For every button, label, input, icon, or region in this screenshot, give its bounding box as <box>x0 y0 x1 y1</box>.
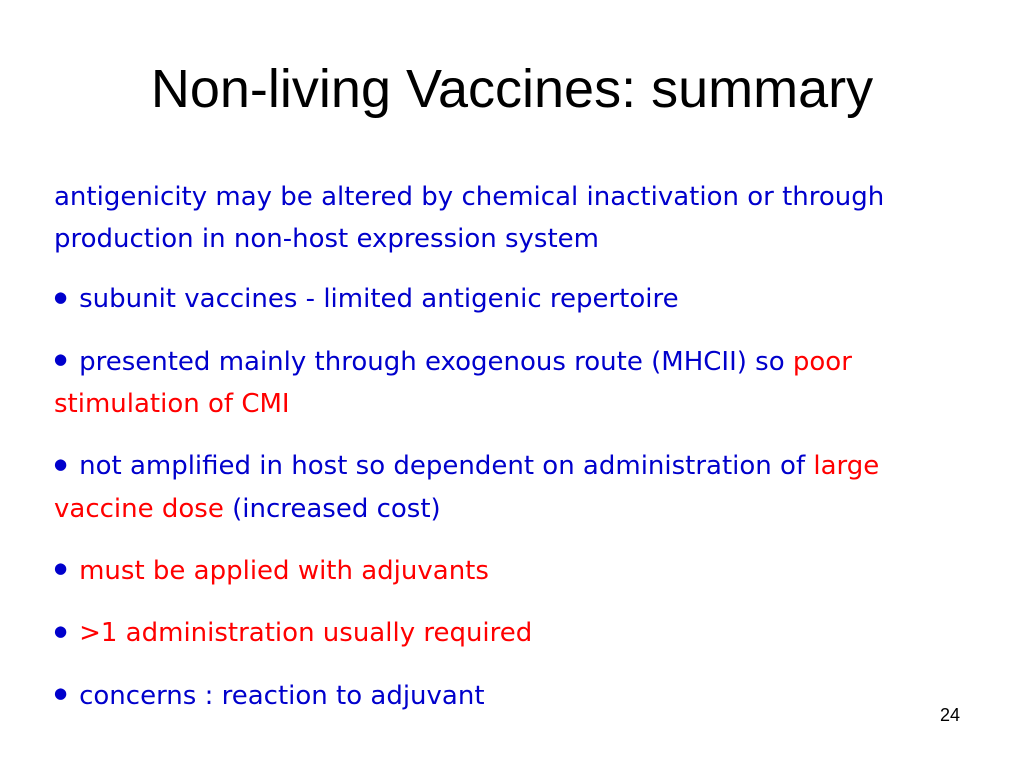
bullet-item-adjuvants <box>54 550 984 593</box>
bullet-text: concerns : reaction to adjuvant <box>79 680 485 711</box>
bullet-icon: ● <box>54 287 68 306</box>
bullet-text-suffix: (increased cost) <box>223 493 441 524</box>
bullet-text: must be applied with adjuvants <box>79 555 489 586</box>
bullet-emphasis-text: poor stimulation of CMI <box>54 346 852 419</box>
bullet-text: presented mainly through exogenous route (MHCII) so <box>79 346 793 377</box>
intro-text: antigenicity may be altered by chemical inactivation or through production in non-host expression system <box>54 182 885 254</box>
bullet-item-subunit <box>54 278 984 321</box>
bullet-icon: ● <box>54 559 68 577</box>
bullet-item-not-amplified <box>54 445 984 530</box>
slide-title: Non-living Vaccines: summary <box>150 59 874 119</box>
bullet-icon: ● <box>54 350 68 368</box>
bullet-text: subunit vaccines - limited antigenic repertoire <box>79 284 679 314</box>
bullet-icon: ● <box>54 684 68 702</box>
bullet-item-exogenous-route <box>54 341 984 426</box>
bullet-text: not amplified in host so dependent on administration of <box>79 451 814 481</box>
bullet-text: >1 administration usually required <box>79 618 533 648</box>
bullet-icon: ● <box>54 621 68 640</box>
slide-body <box>54 176 984 737</box>
bullet-emphasis-text: large vaccine dose <box>54 451 880 524</box>
bullet-icon: ● <box>54 454 68 473</box>
bullet-item-administration <box>54 612 984 655</box>
bullet-item-concerns <box>54 675 984 718</box>
page-number: 24 <box>940 705 961 725</box>
